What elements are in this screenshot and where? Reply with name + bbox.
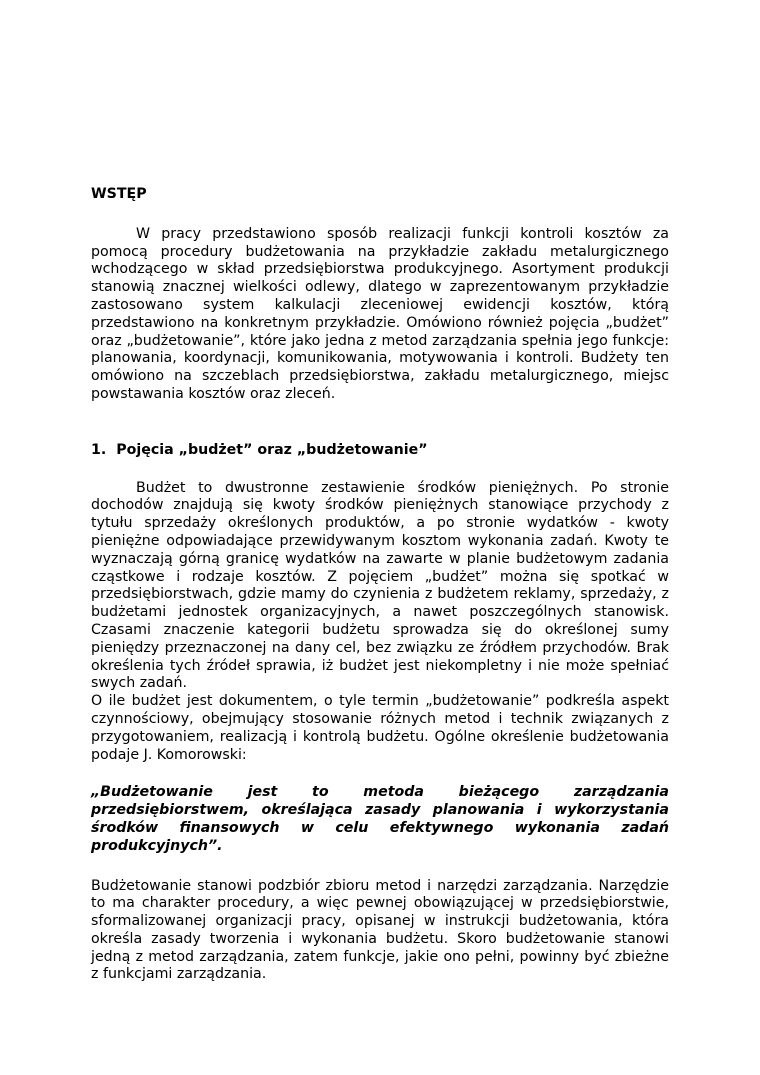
- section-1-title: Pojęcia „budżet” oraz „budżetowanie”: [116, 441, 428, 458]
- intro-heading: WSTĘP: [91, 186, 147, 202]
- section-1-quote: „Budżetowanie jest to metoda bieżącego zarządzania przedsiębiorstwem, określająca zasady planowania i wykorzystania środków finansowych w celu efektywnego wykonania zadań produkcyjnych”.: [91, 784, 669, 854]
- section-1-heading: [91, 442, 669, 460]
- section-1-number: 1.: [91, 441, 107, 458]
- section-1-paragraph-3: Budżetowanie stanowi podzbiór zbioru metod i narzędzi zarządzania. Narzędzie to ma charakter procedury, a więc pewnej obowiązującej w przedsiębiorstwie, sformalizowanej organizacji pracy, opisanej w instrukcji budżetowania, która określa zasady tworzenia i wykonania budżetu. Skoro budżetowanie stanowi jedną z metod zarządzania, zatem funkcje, jakie ono pełni, powinny być zbieżne z funkcjami zarządzania.: [91, 877, 669, 983]
- document-body: [91, 186, 669, 984]
- section-1-paragraph-1: Budżet to dwustronne zestawienie środków pieniężnych. Po stronie dochodów znajdują się kwoty środków pieniężnych stanowiące przychody z tytułu sprzedaży określonych produktów, a po stronie wydatków - kwoty pieniężne odpowiadające przewidywanym kosztom wykonania zadań. Kwoty te wyznaczają górną granicę wydatków na zawarte w planie budżetowym zadania cząstkowe i rodzaje kosztów. Z pojęciem „budżet” można się spotkać w przedsiębiorstwach, gdzie mamy do czynienia z budżetem reklamy, sprzedaży, z budżetami jednostek organizacyjnych, a nawet poszczególnych stanowisk. Czasami znaczenie kategorii budżetu sprowadza się do określonej sumy pieniędzy przeznaczonej na dany cel, bez związku ze źródłem przychodów. Brak określenia tych źródeł sprawia, iż budżet jest niekompletny i nie może spełniać swych zadań.: [91, 479, 669, 692]
- intro-paragraph: W pracy przedstawiono sposób realizacji funkcji kontroli kosztów za pomocą procedury budżetowania na przykładzie zakładu metalurgicznego wchodzącego w skład przedsiębiorstwa produkcyjnego. Asortyment produkcji stanowią znacznej wielkości odlewy, dlatego w zaprezentowanym przykładzie zastosowano system kalkulacji zleceniowej ewidencji kosztów, którą przedstawiono na konkretnym przykładzie. Omówiono również pojęcia „budżet” oraz „budżetowanie”, które jako jedna z metod zarządzania spełnia jego funkcje: planowania, koordynacji, komunikowania, motywowania i kontroli. Budżety ten omówiono na szczeblach przedsiębiorstwa, zakładu metalurgicznego, miejsc powstawania kosztów oraz zleceń.: [91, 225, 669, 402]
- section-1-paragraph-2: O ile budżet jest dokumentem, o tyle termin „budżetowanie” podkreśla aspekt czynnościowy, obejmujący stosowanie różnych metod i technik związanych z przygotowaniem, realizacją i kontrolą budżetu. Ogólne określenie budżetowania podaje J. Komorowski:: [91, 693, 669, 763]
